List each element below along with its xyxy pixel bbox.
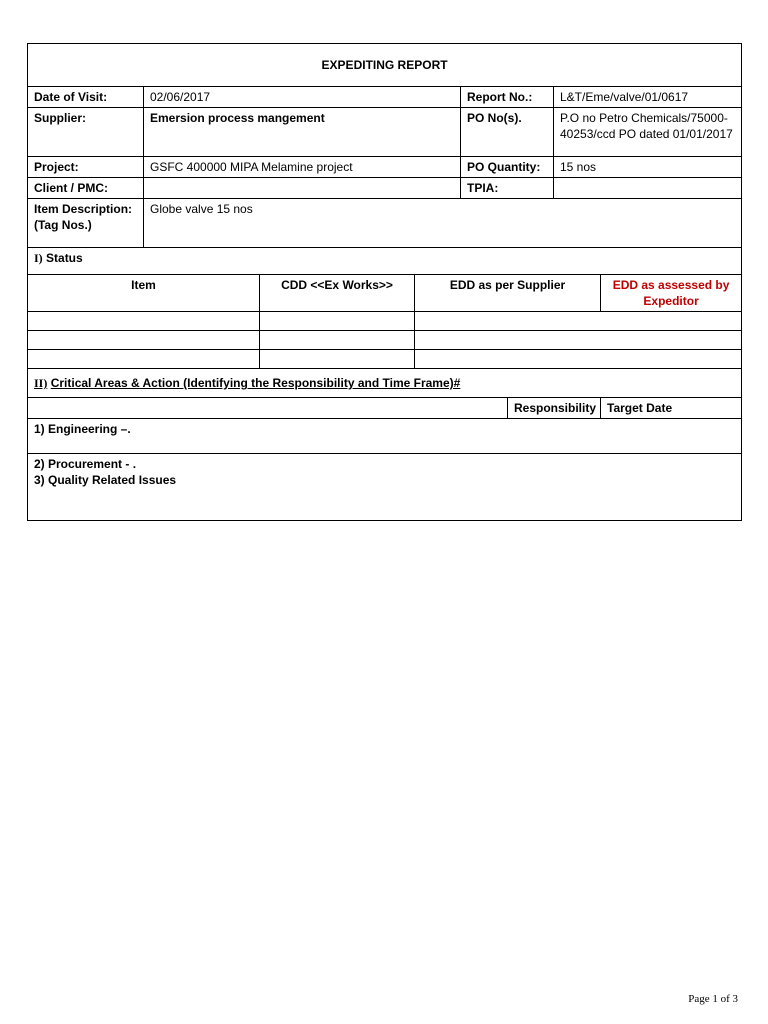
- status-cell: [260, 350, 415, 369]
- date-value: 02/06/2017: [144, 87, 461, 108]
- tpia-value: [554, 178, 742, 199]
- status-col-edd-expeditor: EDD as assessed by Expeditor: [601, 275, 742, 312]
- tpia-label: TPIA:: [461, 178, 554, 199]
- status-col-item: Item: [28, 275, 260, 312]
- client-label: Client / PMC:: [28, 178, 144, 199]
- project-row: [28, 157, 742, 178]
- supplier-value: Emersion process mangement: [144, 108, 461, 157]
- status-col-edd-supplier: EDD as per Supplier: [415, 275, 601, 312]
- quality-item: 3) Quality Related Issues: [34, 473, 177, 487]
- status-heading-text: Status: [46, 251, 83, 265]
- status-cell: [415, 331, 742, 350]
- procurement-quality-cell: [28, 454, 742, 521]
- po-label: PO No(s).: [461, 108, 554, 157]
- item-desc-value: Globe valve 15 nos: [144, 199, 742, 248]
- critical-blank-cell: [28, 398, 508, 419]
- supplier-row: [28, 108, 742, 157]
- status-cell: [260, 331, 415, 350]
- report-title: EXPEDITING REPORT: [28, 44, 742, 87]
- critical-header-row: [28, 398, 742, 419]
- engineering-row: [28, 419, 742, 454]
- client-row: [28, 178, 742, 199]
- status-cell: [415, 312, 742, 331]
- status-cell: [28, 331, 260, 350]
- item-desc-row: [28, 199, 742, 248]
- status-empty-row: [28, 312, 742, 331]
- status-empty-row: [28, 331, 742, 350]
- status-cell: [28, 350, 260, 369]
- status-numeral: I): [34, 251, 43, 265]
- procurement-row: [28, 454, 742, 521]
- report-no-value: L&T/Eme/valve/01/0617: [554, 87, 742, 108]
- status-heading-row: [28, 248, 742, 275]
- item-desc-label: Item Description: (Tag Nos.): [28, 199, 144, 248]
- date-label: Date of Visit:: [28, 87, 144, 108]
- status-cell: [415, 350, 742, 369]
- client-value: [144, 178, 461, 199]
- supplier-label: Supplier:: [28, 108, 144, 157]
- status-heading: [28, 248, 742, 275]
- project-value: GSFC 400000 MIPA Melamine project: [144, 157, 461, 178]
- status-empty-row: [28, 350, 742, 369]
- po-qty-label: PO Quantity:: [461, 157, 554, 178]
- po-value: P.O no Petro Chemicals/75000-40253/ccd PO dated 01/01/2017: [554, 108, 742, 157]
- status-cell: [260, 312, 415, 331]
- project-label: Project:: [28, 157, 144, 178]
- expediting-report-table: [27, 43, 742, 521]
- page-number: Page 1 of 3: [688, 993, 738, 1005]
- critical-col-target-date: Target Date: [601, 398, 742, 419]
- engineering-item: 1) Engineering –.: [28, 419, 742, 454]
- status-header-row: [28, 275, 742, 312]
- report-no-label: Report No.:: [461, 87, 554, 108]
- status-col-cdd: CDD <<Ex Works>>: [260, 275, 415, 312]
- critical-heading: [28, 369, 742, 398]
- status-cell: [28, 312, 260, 331]
- critical-heading-row: [28, 369, 742, 398]
- date-row: [28, 87, 742, 108]
- po-qty-value: 15 nos: [554, 157, 742, 178]
- procurement-item: 2) Procurement - .: [34, 457, 137, 471]
- critical-heading-text: Critical Areas & Action (Identifying the Responsibility and Time Frame)#: [50, 376, 461, 390]
- critical-numeral: II): [34, 376, 48, 390]
- critical-col-responsibility: Responsibility: [508, 398, 601, 419]
